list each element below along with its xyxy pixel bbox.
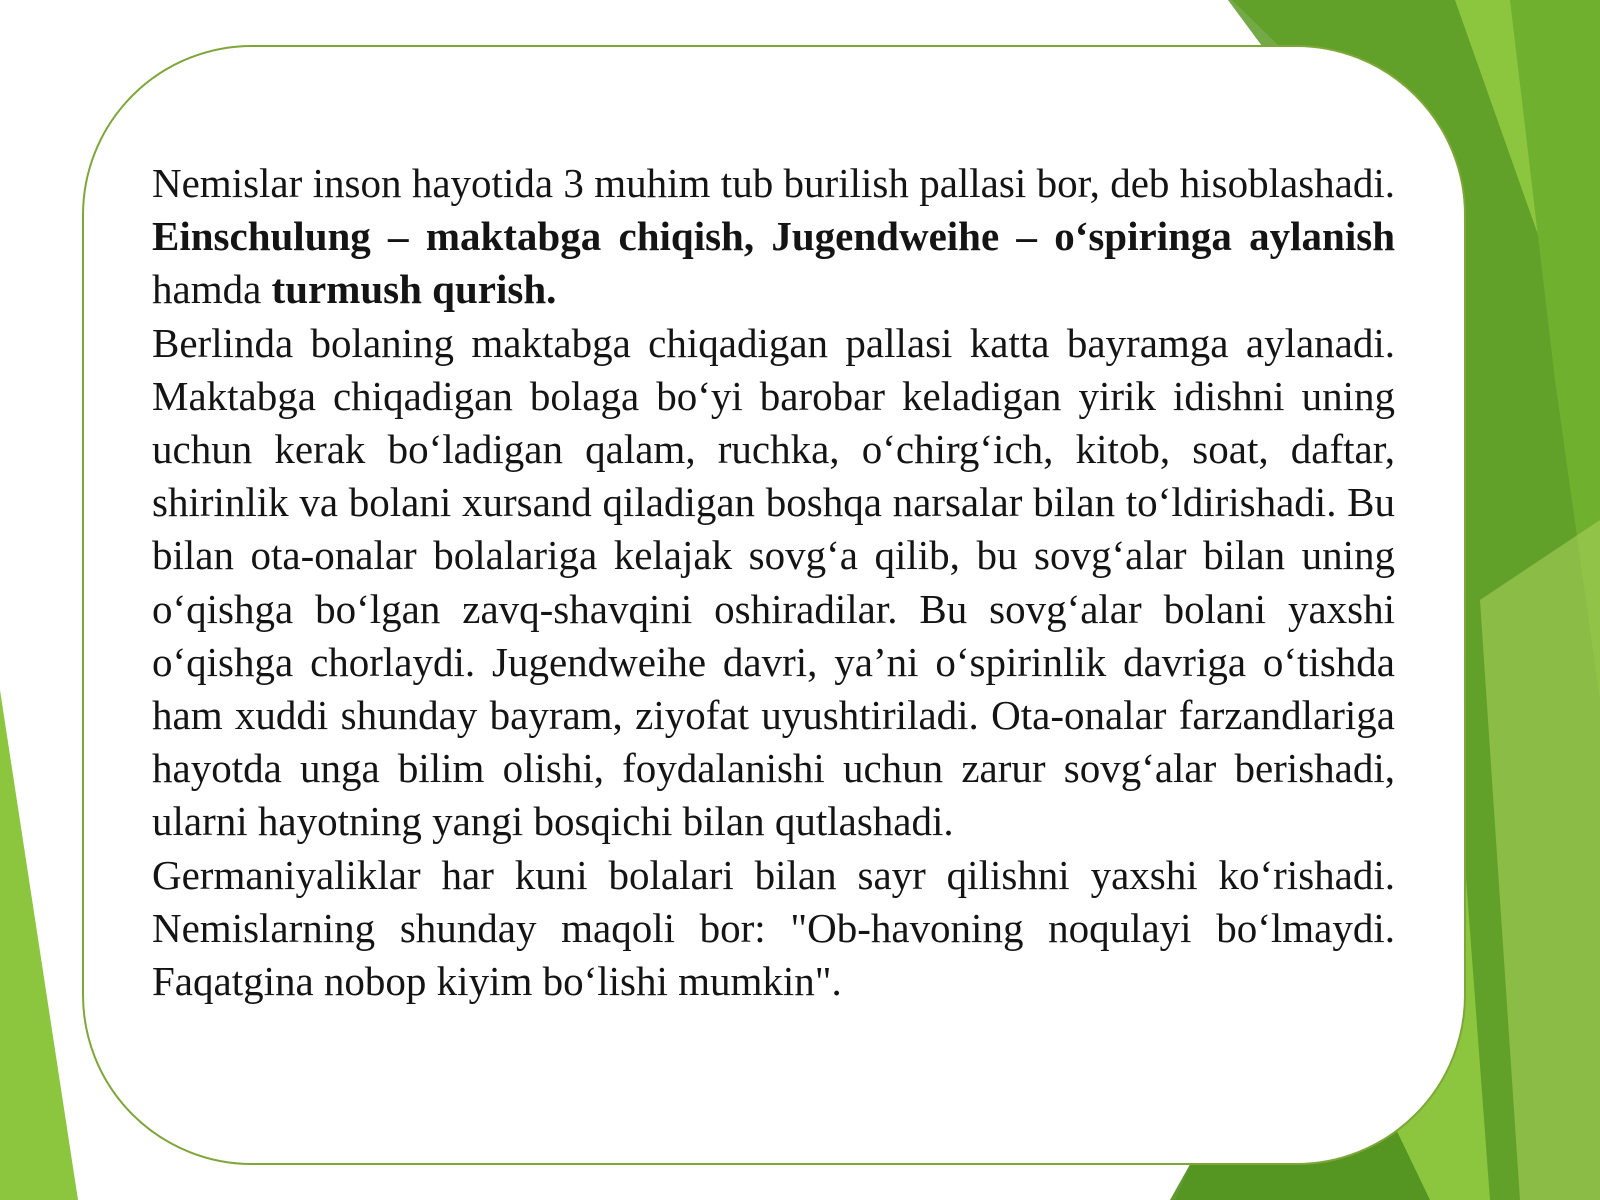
paragraph-3 bbox=[152, 849, 1395, 1009]
paragraph-3-text: Germaniyaliklar har kuni bolalari bilan sayr qilishni yaxshi ko‘rishadi. Nemislarning shunday maqoli bor: "Ob-havoning noqulayi bo‘lmaydi. Faqatgina nobop kiyim bo‘lishi mumkin". bbox=[152, 851, 1395, 1005]
paragraph-1-bold-terms: Einschulung – maktabga chiqish, Jugendweihe – o‘spiringa aylanish bbox=[152, 213, 1395, 260]
paragraph-2-text: Berlinda bolaning maktabga chiqadigan pallasi katta bayramga aylanadi. Maktabga chiqadigan bolaga bo‘yi barobar keladigan yirik idishni uning uchun kerak bo‘ladigan qalam, ruchka, o‘chirg‘ich, kitob, soat, daftar, shirinlik va bolani xursand qiladigan boshqa narsalar bilan to‘ldirishadi. Bu bilan ota-onalar bolalariga kelajak sovg‘a qilib, bu sovg‘alar bilan uning o‘qishga bo‘lgan zavq-shavqini oshiradilar. Bu sovg‘alar bolani yaxshi o‘qishga chorlaydi. Jugendweihe davri, ya’ni o‘spirinlik davriga o‘tishda ham xuddi shunday bayram, ziyofat uyushtiriladi. Ota-onalar farzandlariga hayotda unga bilim olishi, foydalanishi uchun zarur sovg‘alar berishadi, ularni hayotning yangi bosqichi bilan qutlashadi. bbox=[152, 319, 1395, 845]
paragraph-1-connector: hamda bbox=[152, 266, 272, 313]
paragraph-1 bbox=[152, 157, 1395, 317]
paragraph-1-text: Nemislar inson hayotida 3 muhim tub burilish pallasi bor, deb hisoblashadi. bbox=[152, 160, 1395, 206]
paragraph-2 bbox=[152, 317, 1395, 849]
left-green-wedge bbox=[0, 690, 78, 1200]
paragraph-1-bold-marriage: turmush qurish. bbox=[271, 266, 557, 313]
text-body bbox=[152, 157, 1395, 1008]
